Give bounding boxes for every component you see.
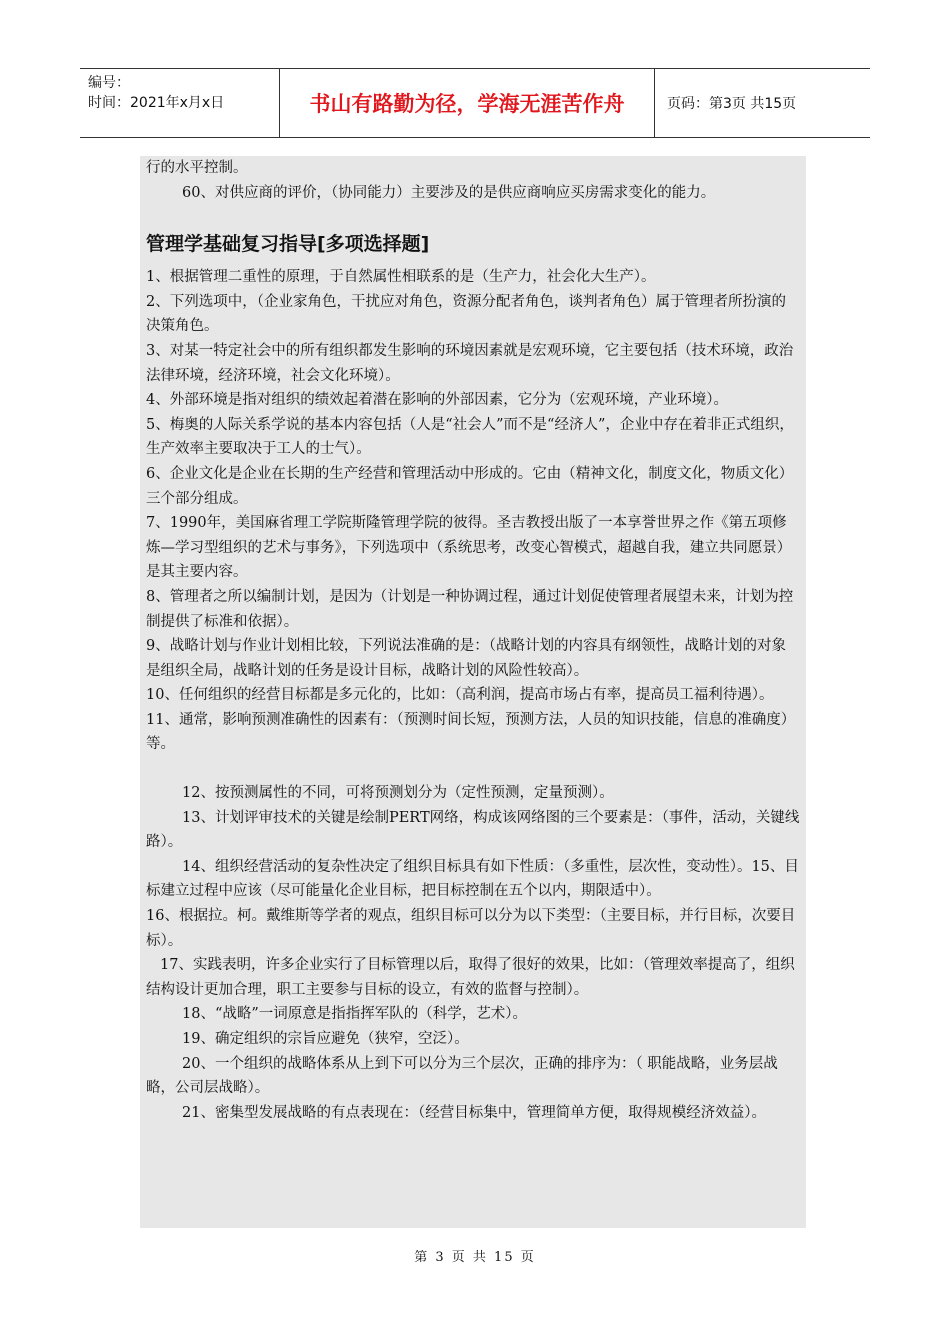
number-label: 编号： xyxy=(88,75,130,91)
list-item: 3、对某一特定社会中的所有组织都发生影响的环境因素就是宏观环境，它主要包括（技术环境，政治法律环境，经济环境，社会文化环境）。 xyxy=(146,342,794,384)
list-item: 1、根据管理二重性的原理，于自然属性相联系的是（生产力，社会化大生产）。 xyxy=(146,269,656,286)
list-item: 7、1990年，美国麻省理工学院斯隆管理学院的彼得。圣吉教授出版了一本享誉世界之作《第五项修炼—学习型组织的艺术与事务》，下列选项中（系统思考，改变心智模式，超越自我，建立共同愿景）是其主要内容。 xyxy=(146,515,792,581)
list-item: 6、企业文化是企业在长期的生产经营和管理活动中形成的。它由（精神文化，制度文化，物质文化）三个部分组成。 xyxy=(146,465,794,507)
document-body xyxy=(140,156,806,1228)
list-item: 20、一个组织的战略体系从上到下可以分为三个层次，正确的排序为：（ 职能战略，业务层战略，公司层战略）。 xyxy=(146,1055,778,1097)
list-item: 16、根据拉。柯。戴维斯等学者的观点，组织目标可以分为以下类型：（主要目标，并行目标，次要目标）。 xyxy=(146,908,796,949)
header-motto: 书山有路勤为径，学海无涯苦作舟 xyxy=(280,69,655,137)
list-item: 14、组织经营活动的复杂性决定了组织目标具有如下性质：（多重性，层次性，变动性）。15、目标建立过程中应该（尽可能量化企业目标，把目标控制在五个以内，期限适中）。 xyxy=(146,858,799,900)
list-item: 10、任何组织的经营目标都是多元化的，比如：（高利润，提高市场占有率，提高员工福利待遇）。 xyxy=(146,687,774,704)
list-item: 9、战略计划与作业计划相比较，下列说法准确的是：（战略计划的内容具有纲领性，战略计划的对象是组织全局，战略计划的任务是设计目标，战略计划的风险性较高）。 xyxy=(146,638,786,679)
time-label: 时间：2021年x月x日 xyxy=(88,95,225,111)
list-item: 5、梅奥的人际关系学说的基本内容包括（人是“社会人”而不是“经济人”，企业中存在着非正式组织，生产效率主要取决于工人的士气）。 xyxy=(146,416,794,458)
page-header xyxy=(80,68,870,138)
list-item: 2、下列选项中，（企业家角色，干扰应对角色，资源分配者角色，谈判者角色）属于管理者所扮演的决策角色。 xyxy=(146,293,786,335)
list-item: 19、确定组织的宗旨应避免（狭窄，空泛）。 xyxy=(182,1031,469,1047)
list-item: 4、外部环境是指对组织的绩效起着潜在影响的外部因素，它分为（宏观环境，产业环境）。 xyxy=(146,392,728,409)
section-title: 管理学基础复习指导[多项选择题] xyxy=(146,233,430,256)
paragraph: 60、对供应商的评价，（协同能力）主要涉及的是供应商响应买房需求变化的能力。 xyxy=(182,184,716,201)
header-meta xyxy=(80,69,280,137)
list-item: 18、“战略”一词原意是指指挥军队的（科学，艺术）。 xyxy=(182,1006,528,1023)
list-item: 21、密集型发展战略的有点表现在：（经营目标集中，管理简单方便，取得规模经济效益）。 xyxy=(182,1104,766,1121)
paragraph: 行的水平控制。 xyxy=(146,160,248,176)
page-footer: 第 3 页 共 15 页 xyxy=(414,1250,536,1265)
list-item: 13、计划评审技术的关键是绘制PERT网络，构成该网络图的三个要素是：（事件，活动，关键线路）。 xyxy=(146,809,800,851)
list-item: 8、管理者之所以编制计划，是因为（计划是一种协调过程，通过计划促使管理者展望未来，计划为控制提供了标准和依据）。 xyxy=(146,588,794,630)
header-page-label: 页码：第3页 共15页 xyxy=(667,96,797,112)
list-item: 17、实践表明，许多企业实行了目标管理以后，取得了很好的效果，比如：（管理效率提高了，组织结构设计更加合理，职工主要参与目标的设立，有效的监督与控制）。 xyxy=(146,957,795,998)
list-item: 12、按预测属性的不同，可将预测划分为（定性预测，定量预测）。 xyxy=(182,785,614,802)
spacer xyxy=(146,757,800,781)
list-item: 11、通常，影响预测准确性的因素有：（预测时间长短，预测方法，人员的知识技能，信息的准确度）等。 xyxy=(146,711,796,753)
